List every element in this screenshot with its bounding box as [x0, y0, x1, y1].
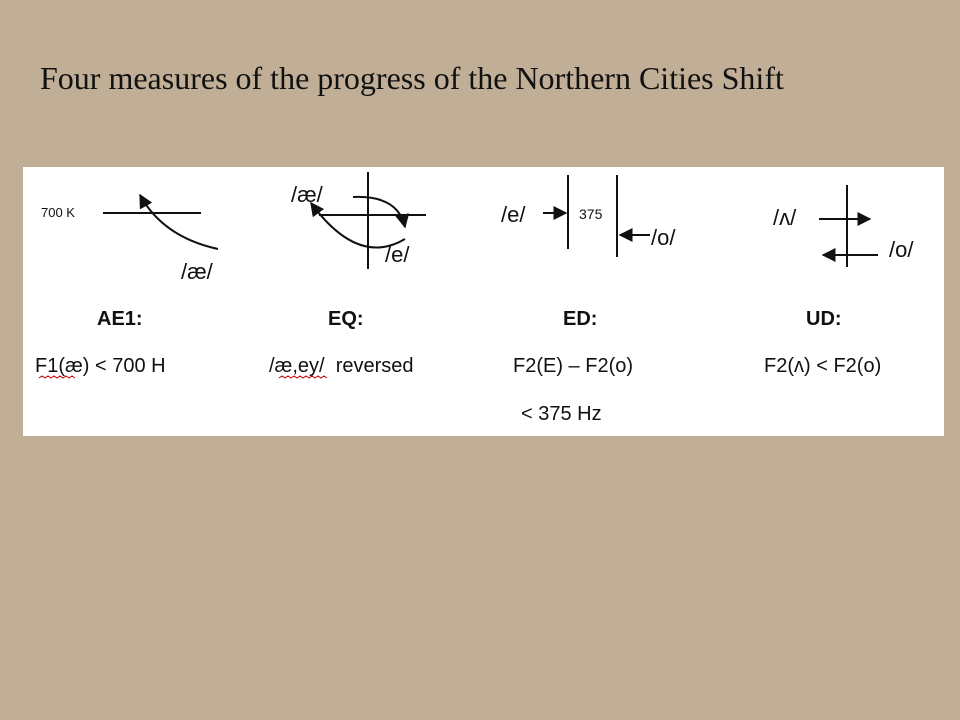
ed-o-label: /o/: [651, 225, 676, 250]
ud-heading: UD:: [806, 308, 842, 330]
ud-wedge-label: /ʌ/: [773, 205, 797, 230]
eq-diagram: [291, 172, 426, 269]
ud-o-label: /o/: [889, 237, 914, 262]
ae1-heading: AE1:: [97, 308, 143, 330]
eq-heading: EQ:: [328, 308, 364, 330]
measures-figure: [23, 167, 944, 436]
ud-formula: F2(ʌ) < F2(o): [764, 355, 882, 377]
ed-heading: ED:: [563, 308, 598, 330]
eq-e-arrow: [311, 203, 405, 248]
eq-e-label: /e/: [385, 242, 410, 267]
ed-e-label: /e/: [501, 202, 526, 227]
ed-diagram: [501, 175, 676, 257]
ae1-diagram: [41, 195, 218, 284]
measures-figure-svg: [23, 167, 944, 436]
slide-title: Four measures of the progress of the Northern Cities Shift: [40, 60, 784, 96]
ed-formula-line1: F2(E) – F2(o): [513, 355, 634, 377]
eq-ae-arrow: [353, 197, 405, 227]
ae1-arrow: [140, 195, 218, 249]
ae1-vowel-label: /æ/: [181, 259, 213, 284]
eq-formula: /æ,ey/ reversed: [269, 355, 414, 377]
ed-formula-line2: < 375 Hz: [521, 403, 602, 425]
ae1-formula: F1(æ) < 700 H: [35, 355, 166, 377]
eq-ae-label: /æ/: [291, 182, 323, 207]
ed-distance-label: 375: [579, 206, 603, 222]
ud-diagram: [773, 185, 914, 267]
ae1-threshold-label: 700 K: [41, 205, 75, 220]
